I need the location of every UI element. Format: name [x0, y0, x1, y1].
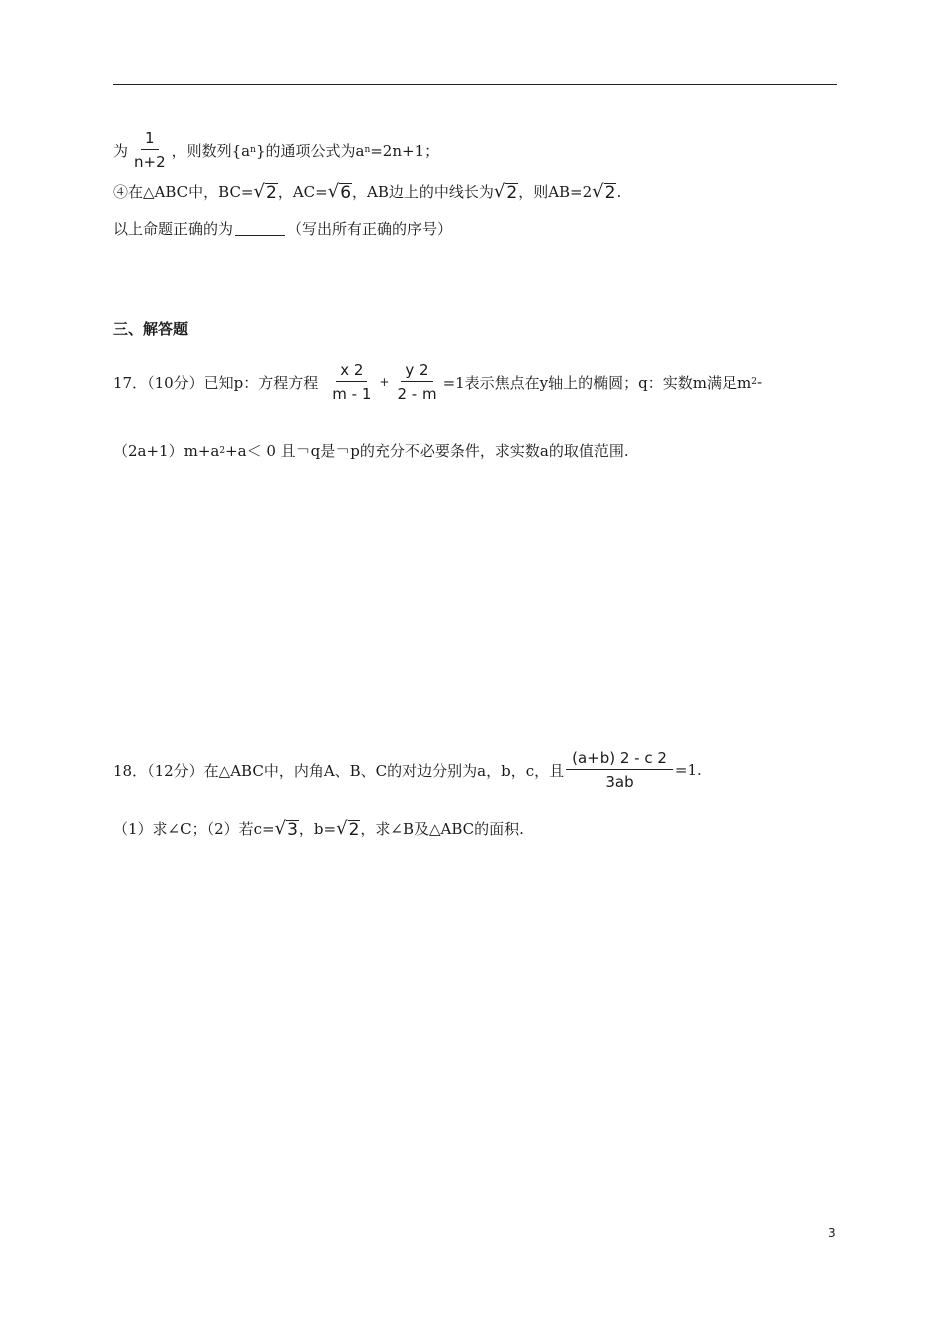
fraction-x2-over-m-1 — [328, 360, 375, 404]
sqrt-median: √ 2 — [493, 180, 518, 203]
question-18-parts — [113, 818, 524, 839]
q17-sup2: 2 — [219, 445, 226, 456]
line-triangle-proposition — [113, 181, 621, 202]
sqrt-bc: √ 2 — [253, 180, 277, 203]
line1-prefix: 为 — [113, 141, 129, 160]
q18-p2: ，b= — [298, 820, 337, 838]
header-rule — [113, 84, 837, 85]
question-17-continued — [113, 440, 629, 461]
fraction-numerator: y 2 — [401, 360, 432, 382]
line1-text-b: }的通项公式为a — [255, 141, 365, 160]
line3-t1: 以上命题正确的为 — [113, 220, 234, 238]
fraction-numerator: (a+b) 2 - c 2 — [566, 748, 673, 770]
fraction-denominator: m - 1 — [332, 385, 372, 403]
fraction-denominator: 2 - m — [397, 385, 437, 403]
question-18 — [113, 748, 702, 792]
fraction-1-over-n-plus-2 — [130, 128, 170, 172]
line-answer-prompt — [113, 218, 452, 239]
fraction-y2-over-2-m — [393, 360, 440, 404]
q17-line2-b: +a＜ 0 且￢q是￢p的充分不必要条件，求实数a的取值范围. — [225, 442, 629, 460]
question-17 — [113, 360, 762, 404]
sqrt-ac: √ 6 — [327, 180, 352, 203]
line3-t2: （写出所有正确的序号） — [287, 220, 453, 238]
sqrt-c: √ 3 — [274, 817, 298, 840]
fraction-denominator: 3ab — [605, 773, 634, 791]
q17-t2: =1表示焦点在y轴上的椭圆；q：实数m满足m — [442, 373, 752, 392]
fraction-a-plus-b-squared — [566, 748, 673, 792]
line1-sub1: n — [250, 145, 256, 155]
q17-line2-a: （2a+1）m+a — [113, 442, 220, 460]
q17-sup1: 2 — [751, 377, 757, 387]
line1-text-c: =2n+1； — [370, 141, 440, 160]
section-heading: 三、解答题 — [113, 320, 189, 338]
line1-sub2: n — [364, 145, 371, 155]
line2-t4: ，则AB=2 — [518, 183, 593, 201]
line2-t2: ，AC= — [277, 183, 328, 201]
q18-t1: 18．（12分）在△ABC中，内角A、B、C的对边分别为a，b，c，且 — [113, 761, 565, 780]
line1-text-a: ，则数列{a — [171, 141, 251, 160]
q18-p3: ，求∠B及△ABC的面积. — [360, 820, 524, 838]
fraction-numerator: 1 — [141, 128, 159, 150]
q17-t1: 17．（10分）已知p：方程方程 — [113, 373, 319, 392]
line-sequence-formula — [113, 128, 439, 172]
sqrt-ab: √ 2 — [592, 180, 616, 203]
answer-blank[interactable] — [235, 221, 285, 236]
sqrt-b: √ 2 — [336, 817, 360, 840]
q18-t2: =1. — [674, 761, 702, 779]
fraction-denominator: n+2 — [134, 153, 166, 171]
line2-t3: ，AB边上的中线长为 — [352, 183, 494, 201]
q17-t3: - — [756, 373, 763, 391]
page-number: 3 — [828, 1226, 836, 1240]
line2-t1: ④在△ABC中，BC= — [113, 183, 254, 201]
q18-p1: （1）求∠C；（2）若c= — [113, 820, 275, 838]
fraction-numerator: x 2 — [336, 360, 367, 382]
line2-t5: . — [616, 182, 622, 201]
plus-sign: + — [379, 375, 390, 389]
